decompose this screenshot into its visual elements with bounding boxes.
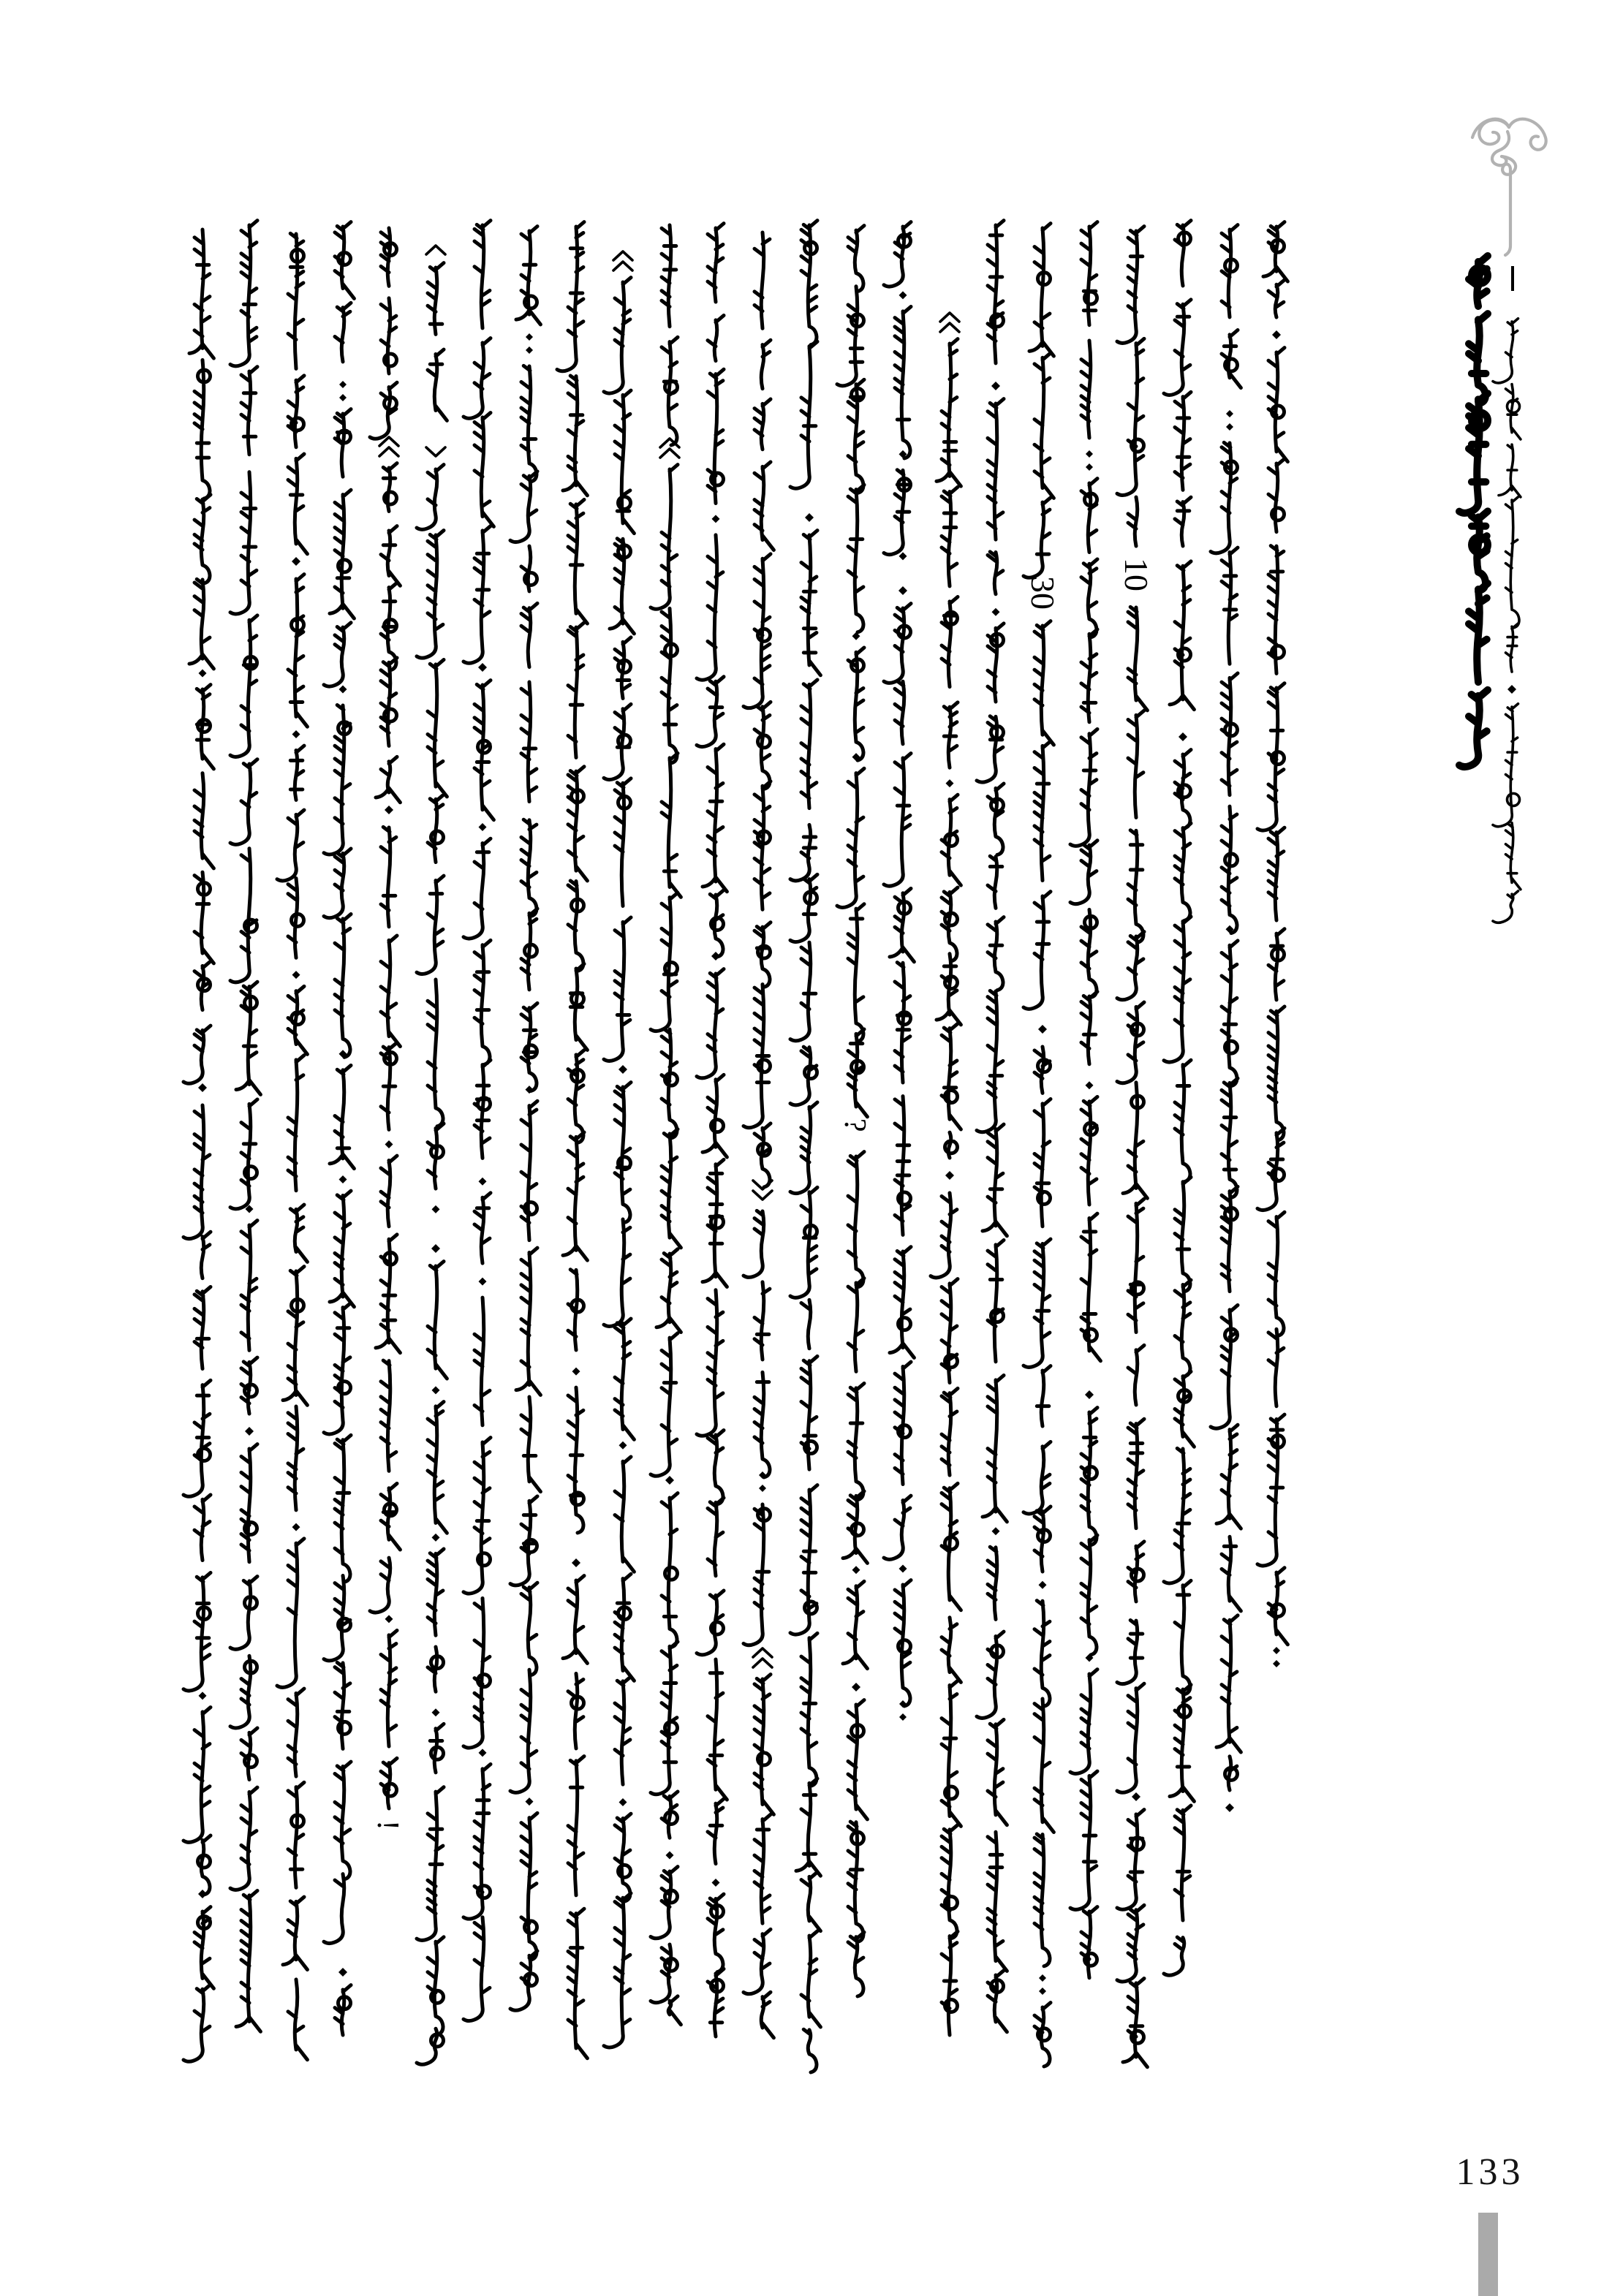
punctuation-dot <box>526 1797 534 1806</box>
script-strokes <box>1070 222 1100 1978</box>
punctuation-dot <box>385 806 393 814</box>
punctuation-dot <box>899 291 907 299</box>
punctuation-double-dot <box>339 381 347 388</box>
script-strokes <box>1164 221 1194 1976</box>
text-column <box>230 221 260 2032</box>
text-column <box>417 246 447 2064</box>
punctuation-dot <box>432 1534 440 1542</box>
text-column <box>1024 224 1062 2066</box>
punctuation-dot <box>1132 1792 1140 1801</box>
punctuation-dot <box>619 1798 627 1806</box>
script-strokes <box>604 278 634 2047</box>
text-column <box>1117 227 1155 2067</box>
text-column <box>651 225 681 2025</box>
question-mark: ? <box>838 1118 871 1132</box>
punctuation-dot <box>665 1476 674 1485</box>
running-title-column <box>1493 319 1521 923</box>
punctuation-dot <box>198 1083 207 1092</box>
script-strokes <box>230 221 260 2032</box>
punctuation-dot <box>292 1523 300 1531</box>
punctuation-double-dot <box>1273 1647 1280 1654</box>
body-text-block <box>184 221 1287 2072</box>
open-quote-mark <box>613 251 632 270</box>
punctuation-dot <box>479 823 487 831</box>
punctuation-double-dot <box>526 333 533 341</box>
punctuation-dot <box>1039 1581 1047 1589</box>
punctuation-double-dot <box>1086 450 1093 458</box>
punctuation-double-dot <box>1039 1974 1046 1982</box>
punctuation-double-dot <box>1273 1660 1280 1667</box>
script-strokes <box>1257 222 1287 1645</box>
text-column <box>1257 222 1287 1667</box>
punctuation-dot <box>1038 1025 1047 1034</box>
punctuation-dot <box>805 513 814 522</box>
script-strokes <box>277 233 307 2059</box>
script-strokes <box>697 224 727 2037</box>
punctuation-dot <box>245 1427 254 1436</box>
punctuation-dot <box>385 1615 393 1623</box>
text-column <box>1070 222 1100 1978</box>
text-column <box>977 221 1007 2032</box>
punctuation-dot <box>1086 1081 1094 1089</box>
punctuation-dot <box>292 971 300 979</box>
flourish-center-loop <box>1492 132 1509 165</box>
punctuation-dot <box>199 1691 207 1700</box>
script-strokes <box>370 228 400 1808</box>
text-column <box>931 313 961 2035</box>
close-angle-bracket <box>426 447 445 456</box>
punctuation-dot <box>899 1564 907 1572</box>
punctuation-dot <box>666 1852 674 1860</box>
punctuation-dot <box>432 1205 440 1213</box>
text-column <box>370 228 404 1830</box>
text-column <box>277 233 307 2059</box>
punctuation-dot <box>946 779 954 787</box>
script-strokes <box>837 226 867 1996</box>
punctuation-dot <box>945 1171 954 1180</box>
script-strokes <box>744 232 773 2038</box>
script-strokes <box>557 222 587 2058</box>
punctuation-dot <box>572 1558 580 1567</box>
punctuation-dot <box>339 686 347 694</box>
punctuation-double-dot <box>759 1485 766 1492</box>
text-column <box>510 227 540 2011</box>
page-number: 133 <box>1456 2151 1524 2193</box>
punctuation-dot <box>1085 1390 1094 1399</box>
punctuation-dot <box>478 663 487 672</box>
open-quote-mark <box>940 313 959 332</box>
text-column <box>604 251 634 2047</box>
script-strokes <box>977 221 1007 2032</box>
inline-numeral: 30 <box>1024 576 1062 610</box>
punctuation-dot <box>292 730 300 738</box>
punctuation-dot <box>992 1527 1000 1535</box>
punctuation-dot <box>385 1140 393 1148</box>
header-dash <box>1511 266 1514 291</box>
text-column <box>184 230 213 2061</box>
punctuation-dot <box>431 1244 440 1253</box>
punctuation-dot <box>852 1683 860 1691</box>
open-quote-mark <box>379 437 398 456</box>
punctuation-double-dot <box>339 394 347 401</box>
text-column <box>884 222 914 1721</box>
punctuation-dot <box>432 1386 440 1394</box>
punctuation-dot <box>898 586 907 595</box>
inline-numeral: 10 <box>1118 558 1155 591</box>
text-column <box>557 222 587 2058</box>
punctuation-dot <box>712 515 720 523</box>
punctuation-dot <box>479 1178 487 1186</box>
punctuation-dot <box>338 1968 347 1977</box>
script-strokes <box>1117 227 1147 2067</box>
script-strokes <box>651 225 681 2025</box>
punctuation-double-dot <box>1226 423 1233 431</box>
punctuation-dot <box>479 1748 487 1757</box>
script-strokes <box>184 230 213 2061</box>
script-strokes <box>884 222 914 1706</box>
text-column <box>790 221 820 2072</box>
open-quote-mark <box>753 1648 772 1667</box>
script-strokes <box>1493 319 1521 923</box>
script-strokes <box>790 221 820 2072</box>
text-column <box>464 221 493 2021</box>
flourish-stem <box>1502 156 1516 255</box>
punctuation-dot <box>992 608 1000 616</box>
punctuation-double-dot <box>526 346 533 354</box>
script-strokes <box>1459 256 1488 767</box>
punctuation-dot <box>991 382 1000 390</box>
punctuation-dot <box>432 1708 440 1716</box>
chapter-title-column <box>1459 256 1488 767</box>
spine-bar <box>1478 2213 1498 2296</box>
punctuation-dot <box>1179 732 1187 741</box>
text-column <box>744 232 773 2038</box>
punctuation-dot <box>339 1175 347 1183</box>
script-strokes <box>324 222 354 2035</box>
script-strokes <box>931 339 961 2035</box>
flourish-left-curl <box>1479 120 1509 144</box>
punctuation-double-dot <box>1086 463 1093 471</box>
punctuation-dot <box>292 557 300 566</box>
punctuation-dot <box>712 1879 720 1887</box>
script-strokes <box>1024 224 1053 2066</box>
punctuation-double-dot <box>1039 1988 1046 1995</box>
punctuation-dot <box>619 1441 627 1450</box>
punctuation-dot <box>1272 330 1281 339</box>
open-angle-bracket <box>426 246 445 254</box>
punctuation-double-dot <box>899 1713 907 1721</box>
text-column <box>697 224 727 2037</box>
punctuation-dot <box>618 1065 627 1074</box>
punctuation-double-dot <box>1226 410 1233 417</box>
exclamation-mark: ! <box>371 1820 404 1830</box>
text-column <box>1211 225 1241 1812</box>
script-strokes <box>464 221 493 2021</box>
punctuation-dot <box>852 1566 860 1574</box>
punctuation-dot <box>899 552 907 560</box>
punctuation-dot <box>199 669 207 677</box>
text-column <box>837 226 871 1996</box>
script-strokes <box>1211 225 1241 1790</box>
text-column <box>324 222 354 2035</box>
script-strokes <box>510 227 540 2011</box>
punctuation-dot <box>572 1368 580 1376</box>
flourish-ornament <box>1472 119 1546 255</box>
punctuation-dot <box>1225 1803 1234 1812</box>
script-strokes <box>417 263 447 2065</box>
text-column <box>1164 221 1194 1976</box>
punctuation-dot <box>479 1278 487 1286</box>
punctuation-dot <box>1507 685 1516 694</box>
